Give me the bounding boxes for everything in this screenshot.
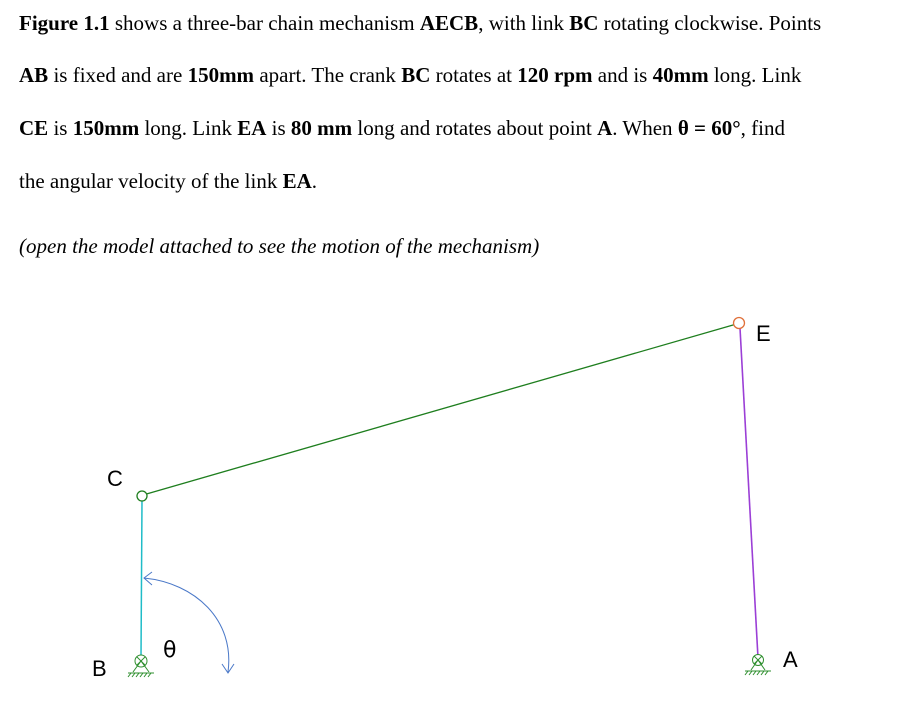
text: . [311, 169, 318, 193]
mechanism-name: AECB [419, 11, 479, 35]
text: . When [612, 116, 678, 140]
value: 40mm [652, 63, 709, 87]
text: long. Link [139, 116, 238, 140]
label-a: A [783, 647, 798, 672]
link-ea [740, 328, 758, 658]
value: 80 mm [290, 116, 353, 140]
model-note: (open the model attached to see the motion of the mechanism) [19, 234, 540, 258]
figure-ref: Figure 1.1 [19, 11, 110, 35]
label-c: C [107, 466, 123, 491]
text: shows a three-bar chain mechanism [109, 11, 420, 35]
label-b: B [92, 656, 107, 681]
angle-arrow [144, 572, 234, 673]
label-theta: θ [163, 638, 177, 663]
link-name: CE [19, 116, 49, 140]
text: is [266, 116, 291, 140]
text: , with link [478, 11, 570, 35]
text: the angular velocity of the link [19, 169, 283, 193]
text: and is [592, 63, 653, 87]
link-name: AB [19, 63, 49, 87]
link-name: EA [282, 169, 312, 193]
label-e: E [756, 321, 771, 346]
text: is fixed and are [48, 63, 188, 87]
value: 150mm [72, 116, 140, 140]
value: 120 rpm [517, 63, 593, 87]
text: rotating clockwise. Points [598, 11, 822, 35]
joint-c [137, 491, 147, 501]
ground-support-a [745, 655, 771, 676]
link-ce [143, 323, 740, 495]
text: long and rotates about point [352, 116, 598, 140]
ground-support-b [128, 655, 154, 677]
joint-e [734, 318, 745, 329]
text: rotates at [430, 63, 518, 87]
text: is [48, 116, 73, 140]
angle-value: θ = 60° [677, 116, 741, 140]
point-name: A [597, 116, 613, 140]
link-name: BC [401, 63, 431, 87]
link-name: BC [569, 11, 599, 35]
link-bc [141, 500, 142, 658]
text: apart. The crank [254, 63, 402, 87]
link-name: EA [237, 116, 267, 140]
text: , find [740, 116, 785, 140]
value: 150mm [187, 63, 255, 87]
text: long. Link [708, 63, 802, 87]
